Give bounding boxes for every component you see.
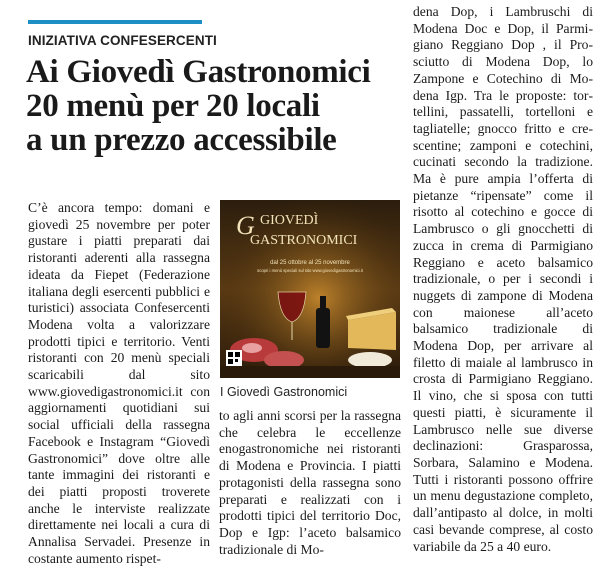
logo-letter-g: G [236, 211, 255, 240]
section-kicker: INIZIATIVA CONFESERCENTI [28, 33, 217, 48]
body-text: C’è ancora tempo: domani e giovedì 25 novembre per poter gustare i piatti preparati dai ristoranti aderenti alla rassegna ideata da Fiepet (Federazione italiana degli esercenti pubblici e turistici) associata Confesercenti Modena volta a valorizzare prodotti tipici e territorio. Venti ristoranti con 20 menù speciali scaricabili dal sito www.giovedigastronomici.it con aggiornamenti quotidiani sui social ufficiali della rassegna Facebook e Instagram “Giovedì Gastronomici” dove oltre alle tante immagini dei ristoranti e dei piatti proposti troverete anche le interviste realizzate direttamente nei locali a cura di Annalisa Servadei. Presenze in costante aumento rispet- [28, 200, 210, 566]
logo-line-1: GIOVEDÌ [260, 213, 319, 228]
photo-illustration [220, 200, 400, 378]
logo-line-2: GASTRONOMICI [250, 233, 358, 248]
photo-subline-2: scopri i menù speciali sul sito www.giovedigastronomici.it [257, 268, 363, 273]
photo-subline-1: dal 25 ottobre al 25 novembre [270, 260, 350, 266]
article-headline [26, 55, 416, 157]
article-column-2 [219, 408, 401, 566]
headline-line-3: a un prezzo accessibile [26, 122, 337, 158]
article-column-3 [413, 4, 593, 566]
article-photo [220, 200, 400, 378]
headline-line-1: Ai Giovedì Gastronomici [26, 54, 371, 90]
headline-line-2: 20 menù per 20 locali [26, 88, 320, 124]
body-text: dena Dop, i Lambruschi di Modena Doc e Dop, il Parmigiano Reggiano Dop , il Prosciutto di Modena Dop, lo Zampone e Cotechino di Modena Igp. Tra le proposte: tortellini, passatelli, tortelloni e tagliatelle; gnocco fritto e crescentine; zamponi e cotechini, cucinati secondo la tradizione. Ma è pure ampia l’offerta di pietanze “ripensate” come il risotto al cotechino e gocce di Lambrusco o gli gnocchetti di zucca in crema di Parmigiano Reggiano e aceto balsamico tradizionale, o per i secondi i nuggets di zampone di Modena con maionese all’aceto balsamico tradizionale di Modena Dop, per arrivare al filetto di maiale al lambrusco in crosta di Parmigiano Reggiano. Il vino, che si sposa con tutti questi piatti, è sicuramente il Lambrusco nelle sue diverse declinazioni: Grasparossa, Sorbara, Salamino e Modena. Tutti i ristoranti possono offrire un menu degustazione completo, dall’antipasto al dolce, in molti casi bevande comprese, al costo variabile da 25 a 40 euro. [413, 4, 593, 554]
article-column-1 [28, 200, 210, 566]
body-text: to agli anni scorsi per la rassegna che celebra le eccellenze enogastronomiche nei ristoranti di Modena e Provincia. I piatti protagonisti della rassegna sono preparati e realizzati con i prodotti tipici del territorio Doc, Dop e Igp: l’aceto balsamico tradizionale di Mo- [219, 408, 401, 557]
section-accent-bar [28, 20, 202, 24]
photo-caption: I Giovedì Gastronomici [220, 385, 348, 399]
